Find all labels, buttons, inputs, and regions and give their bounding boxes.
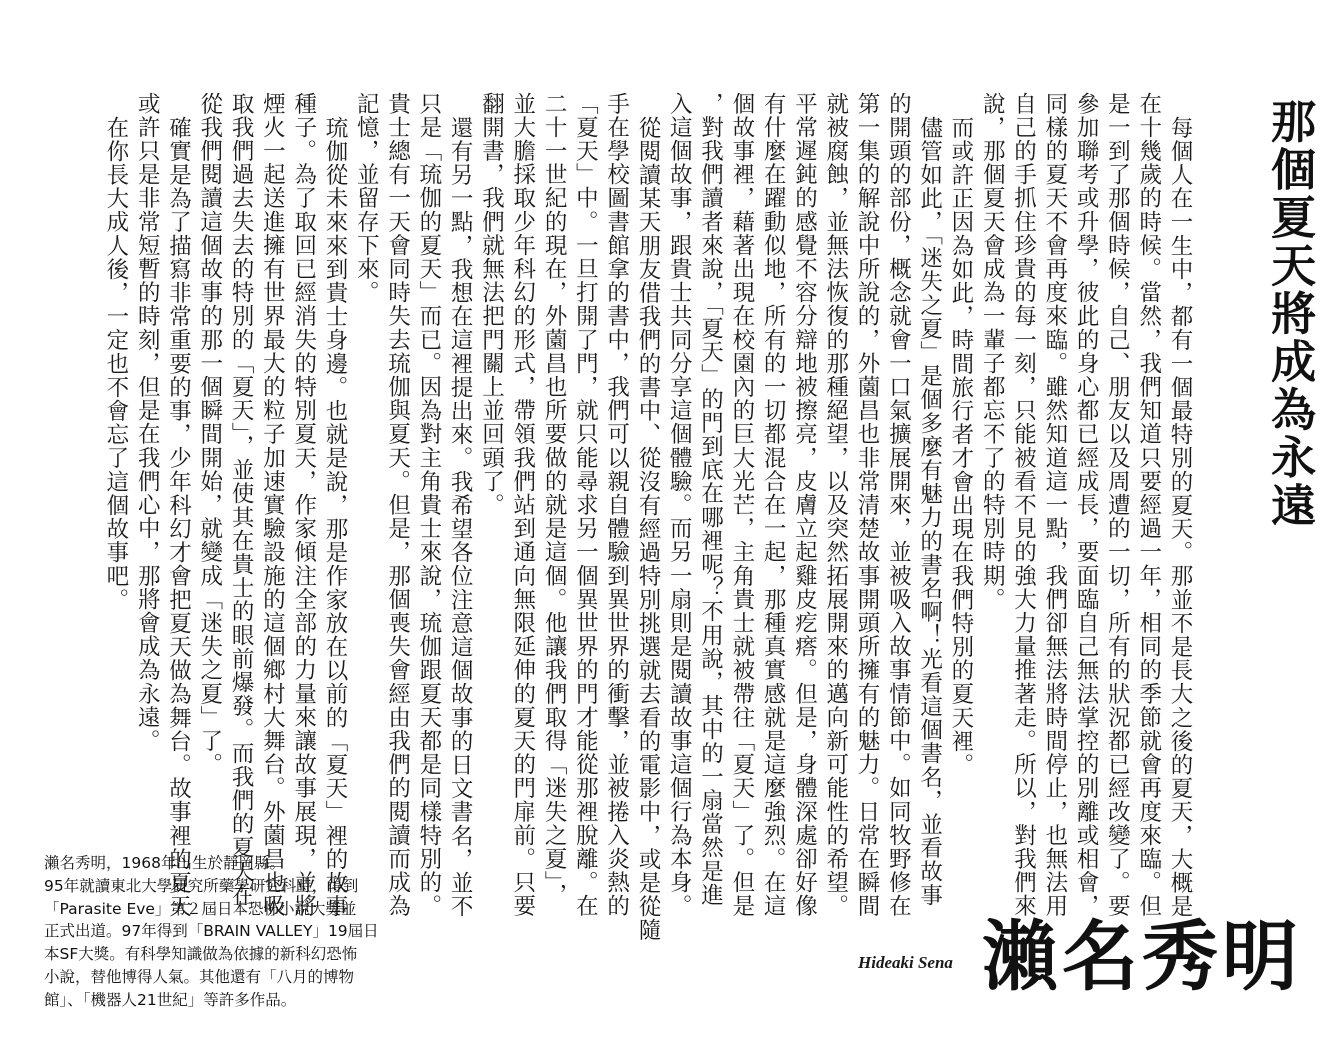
author-name-chinese: 瀨名秀明 [982, 912, 1302, 1001]
text-column: 有什麼在躍動似地，所有的一切都混合在一起，那種真實感就是這麼強烈。在這 [760, 92, 787, 918]
text-column: 取我們過去失去的特別的「夏天」，並使其在貴士的眼前爆發。而我們的夏天在 [228, 92, 255, 907]
text-column: 儘管如此，「迷失之夏」是個多麼有魅力的書名啊！光看這個書名，並看故事 [916, 116, 943, 908]
bio-line: 本SF大獎。有科學知識做為依據的新科幻恐怖 [44, 945, 358, 964]
text-column: 二十一世紀的現在，外薗昌也所要做的就是這個。他讓我們取得「迷失之夏」， [541, 92, 568, 907]
text-column: 手在學校圖書館拿的書中，我們可以親自體驗到異世界的衝擊，並被捲入炎熱的 [603, 92, 630, 918]
text-column: 或許只是非常短暫的時刻，但是在我們心中，那將會成為永遠。 [134, 92, 161, 753]
text-column: 第一集的解說中所說的，外薗昌也非常清楚故事開頭所擁有的魅力。日常在瞬間 [854, 92, 881, 918]
text-column: 只是「琉伽的夏天」而已。因為對主角貴士來說，琉伽跟夏天都是同樣特別的。 [415, 92, 442, 918]
bio-line: 「Parasite Eve」第２屆日本恐怖小說大獎並 [44, 899, 357, 918]
text-column: 種子。為了取回已經消失的特別夏天，作家傾注全部的力量來讓故事展現，並將 [290, 92, 317, 918]
text-column: 煙火一起送進擁有世界最大的粒子加速實驗設施的這個鄉村大舞台。外薗昌也吸 [259, 92, 286, 918]
text-column: 平常遲鈍的感覺不容分辯地被擦亮，皮膚立起雞皮疙瘩。但是，身體深處卻好像 [791, 92, 818, 918]
text-column: 在十幾歲的時候。當然，我們知道只要經過一年，相同的季節就會再度來臨。但 [1135, 92, 1162, 918]
text-column: 翻開書，我們就無法把門關上並回頭了。 [478, 92, 505, 517]
text-column: 而或許正因為如此，時間旅行者才會出現在我們特別的夏天裡。 [947, 116, 974, 777]
bio-line: 正式出道。97年得到「BRAIN VALLEY」19屆日 [44, 922, 379, 941]
text-column: 入這個故事，跟貴士共同分享這個體驗。而另一扇則是閱讀故事這個行為本身。 [666, 92, 693, 918]
text-column: 個故事裡，藉著出現在校園內的巨大光芒，主角貴士就被帶往「夏天」了。但是 [728, 92, 755, 918]
text-column: 從閱讀某天朋友借我們的書中、從沒有經過特別挑選就去看的電影中，或是從隨 [634, 116, 661, 942]
text-column: 確實是為了描寫非常重要的事，少年科幻才會把夏天做為舞台。故事裡的夏天 [165, 116, 192, 919]
text-column: 的開頭的部份，概念就會一口氣擴展開來，並被吸入故事情節中。如同牧野修在 [885, 92, 912, 918]
article-title: 那個夏天將成為永遠 [1263, 98, 1317, 530]
text-column: 同樣的夏天不會再度來臨。雖然知道這一點，我們卻無法將時間停止，也無法用 [1041, 92, 1068, 918]
text-column: ，對我們讀者來說，「夏天」的門到底在哪裡呢？不用說，其中的一扇當然是進 [697, 92, 724, 907]
bio-line: 95年就讀東北大學研究所藥學研究科時，得到 [44, 876, 359, 895]
bio-line: 瀨名秀明，1968年出生於靜岡縣。 [44, 854, 285, 872]
text-column: 自己的手抓住珍貴的每一刻，只能被看不見的強大力量推著走。所以，對我們來 [1010, 92, 1037, 918]
text-column: 琉伽從未來來到貴士身邊。也就是說，那是作家放在以前的「夏天」裡的故事 [321, 116, 348, 919]
text-column: 貴士總有一天會同時失去琉伽與夏天。但是，那個喪失會經由我們的閱讀而成為 [384, 92, 411, 918]
text-column: 「夏天」中。一旦打開了門，就只能尋求另一個異世界的門才能從那裡脫離。在 [572, 92, 599, 918]
text-column: 就被腐蝕，並無法恢復的那種絕望，以及突然拓展開來的邁向新可能性的希望。 [822, 92, 849, 918]
bio-line: 小說，替他博得人氣。其他還有「八月的博物 [44, 967, 355, 986]
text-column: 參加聯考或升學，彼此的身心都已經成長，要面臨自己無法掌控的別離或相會， [1073, 92, 1100, 918]
text-column: 說，那個夏天會成為一輩子都忘不了的特別時期。 [979, 92, 1006, 612]
text-column: 在你長大成人後，一定也不會忘了這個故事吧。 [102, 116, 129, 612]
text-column: 是一到了那個時候，自己、朋友以及周遭的一切，所有的狀況都已經改變了。要 [1104, 92, 1131, 918]
author-name-english: Hideaki Sena [858, 953, 953, 972]
text-column: 每個人在一生中，都有一個最特別的夏天。那並不是長大之後的夏天，大概是 [1167, 116, 1193, 919]
text-column: 並大膽採取少年科幻的形式，帶領我們站到通向無限延伸的夏天的門扉前。只要 [509, 92, 536, 918]
bio-line: 館」、「機器人21世紀」等許多作品。 [44, 990, 297, 1009]
text-column: 還有另一點，我想在這裡提出來。我希望各位注意這個故事的日文書名，並不 [447, 116, 474, 919]
author-bio [44, 852, 379, 1012]
text-column: 從我們閱讀這個故事的那一個瞬間開始，就變成「迷失之夏」了。 [196, 92, 223, 777]
text-column: 記憶，並留存下來。 [353, 92, 380, 305]
